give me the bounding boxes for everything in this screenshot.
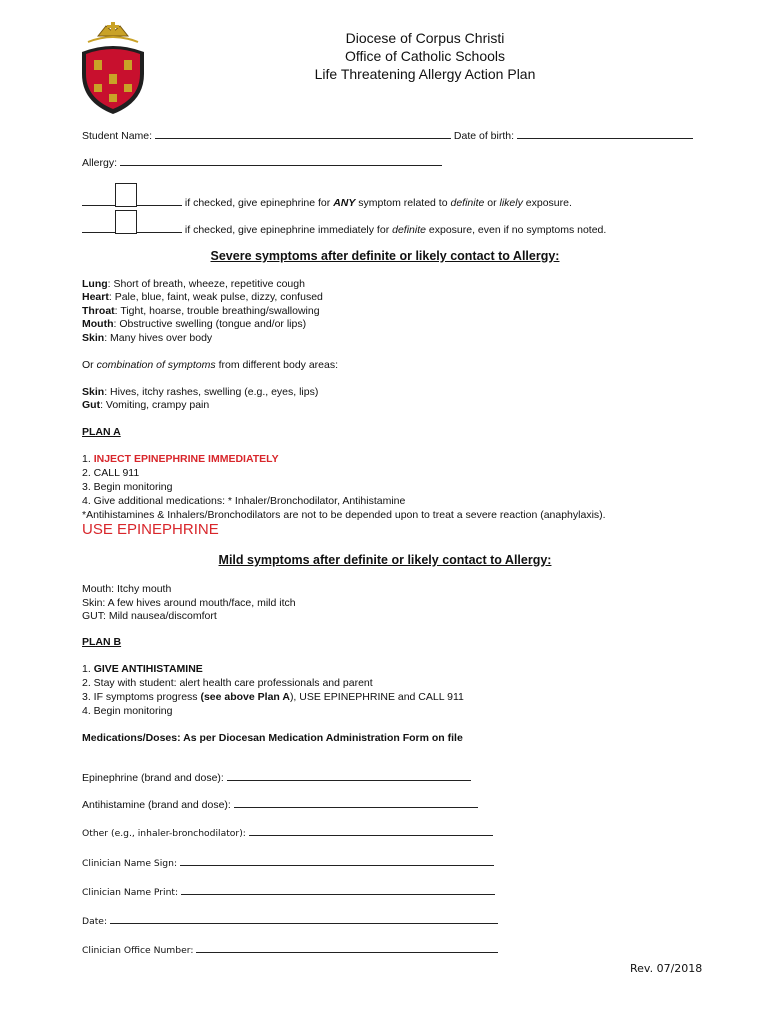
medications-heading: Medications/Doses: As per Diocesan Medication Administration Form on file [82, 732, 463, 744]
date-row [82, 913, 498, 927]
check-row-any: if checked, give epinephrine for ANY symptom related to definite or likely exposure. [82, 195, 572, 209]
other-med-field[interactable] [249, 825, 493, 836]
plan-b-step-4: 4. Begin monitoring [82, 705, 173, 717]
dob-field[interactable] [517, 128, 693, 139]
mild-symptom-list [82, 583, 296, 624]
student-name-label: Student Name: [82, 130, 153, 142]
combination-note: Or combination of symptoms from different body areas: [82, 359, 339, 371]
mild-symptoms-title: Mild symptoms after definite or likely contact to Allergy: [218, 553, 552, 567]
symptom-lung: Lung: Short of breath, wheeze, repetitive cough [82, 278, 305, 290]
clinician-sign-field[interactable] [180, 855, 494, 866]
allergy-label: Allergy: [82, 157, 118, 169]
date-field[interactable] [110, 913, 498, 924]
plan-a-title: PLAN A [82, 426, 121, 438]
epinephrine-field[interactable] [227, 770, 471, 781]
clinician-sign-label: Clinician Name Sign: [82, 858, 178, 869]
document-title: Life Threatening Allergy Action Plan [314, 66, 536, 82]
clinician-office-label: Clinician Office Number: [82, 945, 194, 956]
plan-a-note: *Antihistamines & Inhalers/Bronchodilators are not to be depended upon to treat a severe reaction (anaphylaxis). [82, 509, 606, 521]
plan-a-step-3: 3. Begin monitoring [82, 481, 173, 493]
clinician-print-field[interactable] [181, 884, 495, 895]
plan-a-step-1: 1. INJECT EPINEPHRINE IMMEDIATELY [82, 453, 279, 465]
mild-gut: GUT: Mild nausea/discomfort [82, 610, 217, 623]
plan-a-step-2: 2. CALL 911 [82, 467, 140, 479]
allergy-row [82, 155, 442, 169]
epinephrine-row [82, 770, 471, 784]
antihistamine-label: Antihistamine (brand and dose): [82, 799, 231, 811]
combination-symptom-list [82, 386, 318, 413]
plan-a-step-4: 4. Give additional medications: * Inhaler/Bronchodilator, Antihistamine [82, 495, 406, 507]
student-name-row [82, 128, 693, 142]
check-row-definite: if checked, give epinephrine immediately for definite exposure, even if no symptoms noted. [82, 222, 606, 236]
mild-mouth: Mouth: Itchy mouth [82, 583, 172, 595]
diocese-crest-logo [80, 22, 146, 114]
dob-label: Date of birth: [453, 130, 515, 142]
plan-b-step-3: 3. IF symptoms progress (see above Plan A), USE EPINEPHRINE and CALL 911 [82, 691, 464, 703]
combo-gut: Gut: Vomiting, crampy pain [82, 399, 210, 412]
office-title: Office of Catholic Schools [344, 48, 506, 64]
revision-date: Rev. 07/2018 [630, 962, 703, 975]
symptom-throat: Throat: Tight, hoarse, trouble breathing/swallowing [82, 304, 320, 317]
clinician-print-row [82, 884, 495, 898]
plan-a-steps [82, 452, 606, 522]
antihistamine-field[interactable] [234, 797, 478, 808]
other-med-row [82, 825, 493, 839]
diocese-title: Diocese of Corpus Christi [345, 30, 505, 46]
epinephrine-label: Epinephrine (brand and dose): [82, 772, 224, 784]
allergy-field[interactable] [120, 155, 442, 166]
plan-b-step-1: 1. GIVE ANTIHISTAMINE [82, 663, 203, 675]
student-name-field[interactable] [155, 128, 451, 139]
plan-b-title: PLAN B [82, 636, 122, 648]
plan-b-steps [82, 662, 464, 718]
symptom-heart: Heart: Pale, blue, faint, weak pulse, dizzy, confused [82, 291, 323, 304]
mild-skin: Skin: A few hives around mouth/face, mild itch [82, 596, 296, 609]
checkbox-any-symptom[interactable] [115, 183, 137, 207]
checkbox-definite-exposure[interactable] [115, 210, 137, 234]
use-epinephrine-callout: USE EPINEPHRINE [82, 521, 219, 538]
antihistamine-row [82, 797, 478, 811]
clinician-office-field[interactable] [196, 942, 498, 953]
other-med-label: Other (e.g., inhaler-bronchodilator): [82, 828, 246, 839]
symptom-mouth: Mouth: Obstructive swelling (tongue and/or lips) [82, 318, 307, 331]
combo-skin: Skin: Hives, itchy rashes, swelling (e.g., eyes, lips) [82, 386, 319, 398]
plan-b-step-2: 2. Stay with student: alert health care professionals and parent [82, 677, 373, 689]
clinician-print-label: Clinician Name Print: [82, 887, 179, 898]
date-label: Date: [82, 916, 108, 927]
clinician-sign-row [82, 855, 494, 869]
clinician-office-row [82, 942, 498, 956]
severe-symptom-list [82, 278, 323, 345]
severe-symptoms-title: Severe symptoms after definite or likely contact to Allergy: [210, 249, 560, 263]
symptom-skin: Skin: Many hives over body [82, 331, 213, 344]
